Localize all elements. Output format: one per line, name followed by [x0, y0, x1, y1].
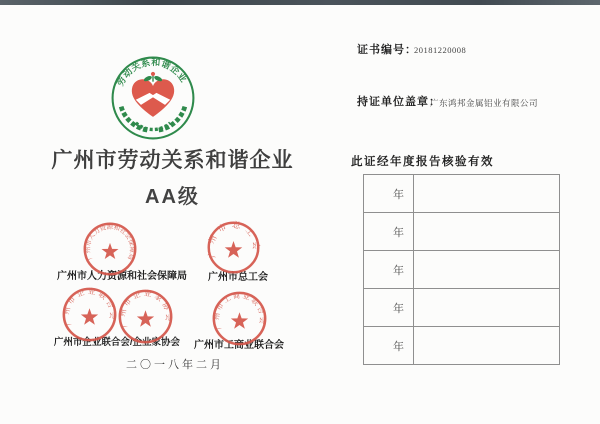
svg-text:劳动关系和谐企业 [114, 56, 190, 88]
blank-cell [414, 175, 559, 212]
blank-cell [414, 251, 559, 288]
bud-icon [151, 72, 155, 76]
official-seal-renshe [82, 221, 138, 277]
apple-heart-icon [132, 79, 174, 117]
table-row [364, 289, 559, 327]
seal-arc-text: 广州市企业家协会 [117, 288, 174, 329]
official-seal-qiye-lianhehui [61, 286, 118, 343]
year-cell: 年 [364, 175, 414, 212]
star-icon [101, 243, 118, 259]
cert-number-label: 证书编号： [357, 44, 417, 56]
seal-label-gongshanglian: 广州市工商业联合会 [194, 340, 284, 351]
annual-verification-table [363, 174, 560, 365]
seal-arc-text: 广州市企业联合会 [61, 286, 118, 327]
harmonious-enterprise-emblem-logo [110, 55, 196, 141]
official-seal-zonggonghui [206, 220, 261, 275]
annual-verification-title: 此证经年度报告核验有效 [351, 156, 494, 168]
year-cell: 年 [364, 327, 414, 364]
blank-cell [414, 289, 559, 326]
table-row [364, 213, 559, 251]
table-row [364, 175, 559, 213]
issue-date: 二〇一八年二月 [126, 359, 224, 371]
holder-unit-value: 广东鸿邦金属铝业有限公司 [430, 98, 539, 108]
star-icon [231, 312, 248, 329]
cert-number-value: 20181220008 [414, 45, 467, 55]
scan-edge-shadow [0, 0, 600, 5]
table-row [364, 251, 559, 289]
blank-cell [414, 327, 559, 364]
certificate-grade: AA级 [145, 186, 200, 208]
year-cell: 年 [364, 251, 414, 288]
blank-cell [414, 213, 559, 250]
official-seal-gongshanglian [211, 290, 268, 347]
year-cell: 年 [364, 289, 414, 326]
seal-arc-text: 广州市总工会 [206, 220, 261, 260]
official-seal-qiyejia-xiehui [117, 288, 174, 345]
seal-label-renshe: 广州市人力资源和社会保障局 [57, 271, 187, 282]
star-icon [225, 241, 243, 258]
seal-label-qiye-lianhehui: 广州市企业联合会/企业家协会 [53, 337, 181, 348]
table-row [364, 327, 559, 364]
seal-arc-text: 广州市工商业联合会 [212, 291, 267, 331]
svg-text:广州市人力资源和社会保障局 [83, 222, 138, 262]
holder-unit-label: 持证单位盖章： [357, 96, 441, 108]
emblem-arc-text: 劳动关系和谐企业 [114, 57, 189, 88]
certificate-title: 广州市劳动关系和谐企业 [51, 149, 294, 172]
seal-arc-text: 广州市人力资源和社会保障局 [84, 223, 136, 262]
star-icon [137, 310, 154, 327]
star-icon [81, 308, 98, 325]
seal-label-zonggonghui: 广州市总工会 [208, 272, 268, 283]
year-cell: 年 [364, 213, 414, 250]
